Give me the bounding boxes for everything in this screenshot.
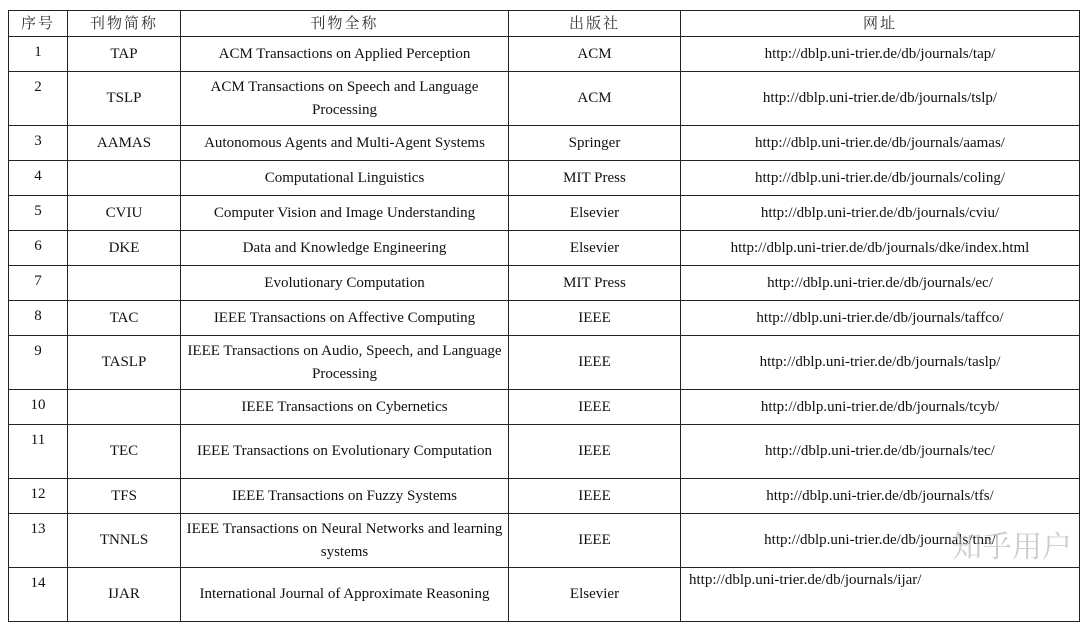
- journal-abbr: TSLP: [68, 72, 181, 126]
- watermark: 知乎用户: [952, 530, 1072, 565]
- row-index: 1: [9, 37, 68, 72]
- row-index: 7: [9, 266, 68, 301]
- table-row: [9, 161, 1080, 196]
- journal-name: Computer Vision and Image Understanding: [181, 196, 509, 231]
- journal-abbr: [68, 161, 181, 196]
- publisher: Elsevier: [509, 231, 681, 266]
- journal-name: ACM Transactions on Applied Perception: [181, 37, 509, 72]
- publisher: Elsevier: [509, 568, 681, 622]
- journal-name: International Journal of Approximate Reasoning: [181, 568, 509, 622]
- journal-abbr: TASLP: [68, 336, 181, 390]
- table-body: [9, 37, 1080, 622]
- journal-url[interactable]: http://dblp.uni-trier.de/db/journals/dke/index.html: [681, 231, 1080, 266]
- journal-url[interactable]: http://dblp.uni-trier.de/db/journals/aamas/: [681, 126, 1080, 161]
- publisher: ACM: [509, 37, 681, 72]
- publisher: IEEE: [509, 479, 681, 514]
- table-row: [9, 336, 1080, 390]
- publisher: IEEE: [509, 425, 681, 479]
- journal-url[interactable]: http://dblp.uni-trier.de/db/journals/taslp/: [681, 336, 1080, 390]
- journal-url[interactable]: http://dblp.uni-trier.de/db/journals/ijar/: [681, 568, 1080, 622]
- journal-name: IEEE Transactions on Affective Computing: [181, 301, 509, 336]
- journal-table: [8, 10, 1080, 622]
- row-index: 13: [9, 514, 68, 568]
- journal-abbr: TFS: [68, 479, 181, 514]
- table-row: [9, 37, 1080, 72]
- journal-url[interactable]: http://dblp.uni-trier.de/db/journals/tec/: [681, 425, 1080, 479]
- journal-abbr: TNNLS: [68, 514, 181, 568]
- row-index: 10: [9, 390, 68, 425]
- journal-name: Evolutionary Computation: [181, 266, 509, 301]
- row-index: 14: [9, 568, 68, 622]
- table-row: [9, 196, 1080, 231]
- table-row: [9, 390, 1080, 425]
- table-row: [9, 425, 1080, 479]
- table-row: [9, 568, 1080, 622]
- row-index: 12: [9, 479, 68, 514]
- table-row: [9, 126, 1080, 161]
- table-row: [9, 514, 1080, 568]
- journal-url[interactable]: http://dblp.uni-trier.de/db/journals/coling/: [681, 161, 1080, 196]
- journal-name: Computational Linguistics: [181, 161, 509, 196]
- row-index: 11: [9, 425, 68, 479]
- row-index: 8: [9, 301, 68, 336]
- journal-url[interactable]: http://dblp.uni-trier.de/db/journals/tnn/: [681, 514, 1080, 568]
- publisher: ACM: [509, 72, 681, 126]
- journal-name: Autonomous Agents and Multi-Agent Systems: [181, 126, 509, 161]
- journal-abbr: TAP: [68, 37, 181, 72]
- journal-name: Data and Knowledge Engineering: [181, 231, 509, 266]
- header-publisher: 出版社: [509, 11, 681, 37]
- row-index: 6: [9, 231, 68, 266]
- journal-abbr: AAMAS: [68, 126, 181, 161]
- journal-abbr: [68, 266, 181, 301]
- table-row: [9, 72, 1080, 126]
- header-url: 网址: [681, 11, 1080, 37]
- row-index: 4: [9, 161, 68, 196]
- publisher: Elsevier: [509, 196, 681, 231]
- journal-url[interactable]: http://dblp.uni-trier.de/db/journals/ec/: [681, 266, 1080, 301]
- journal-name: IEEE Transactions on Audio, Speech, and Language Processing: [181, 336, 509, 390]
- row-index: 5: [9, 196, 68, 231]
- journal-url[interactable]: http://dblp.uni-trier.de/db/journals/tap/: [681, 37, 1080, 72]
- journal-name: ACM Transactions on Speech and Language Processing: [181, 72, 509, 126]
- publisher: IEEE: [509, 514, 681, 568]
- header-abbr: 刊物简称: [68, 11, 181, 37]
- journal-abbr: TAC: [68, 301, 181, 336]
- journal-name: IEEE Transactions on Evolutionary Computation: [181, 425, 509, 479]
- header-index: 序号: [9, 11, 68, 37]
- journal-url[interactable]: http://dblp.uni-trier.de/db/journals/taffco/: [681, 301, 1080, 336]
- publisher: Springer: [509, 126, 681, 161]
- table-row: [9, 231, 1080, 266]
- header-fullname: 刊物全称: [181, 11, 509, 37]
- table-row: [9, 301, 1080, 336]
- journal-abbr: CVIU: [68, 196, 181, 231]
- journal-name: IEEE Transactions on Cybernetics: [181, 390, 509, 425]
- table-row: [9, 479, 1080, 514]
- publisher: MIT Press: [509, 161, 681, 196]
- journal-abbr: IJAR: [68, 568, 181, 622]
- table-header-row: [9, 11, 1080, 37]
- journal-url[interactable]: http://dblp.uni-trier.de/db/journals/tcyb/: [681, 390, 1080, 425]
- journal-abbr: [68, 390, 181, 425]
- journal-url[interactable]: http://dblp.uni-trier.de/db/journals/cviu/: [681, 196, 1080, 231]
- row-index: 2: [9, 72, 68, 126]
- journal-abbr: DKE: [68, 231, 181, 266]
- table-row: [9, 266, 1080, 301]
- row-index: 3: [9, 126, 68, 161]
- journal-name: IEEE Transactions on Neural Networks and learning systems: [181, 514, 509, 568]
- journal-name: IEEE Transactions on Fuzzy Systems: [181, 479, 509, 514]
- journal-url[interactable]: http://dblp.uni-trier.de/db/journals/tslp/: [681, 72, 1080, 126]
- publisher: IEEE: [509, 390, 681, 425]
- journal-abbr: TEC: [68, 425, 181, 479]
- publisher: IEEE: [509, 301, 681, 336]
- journal-url[interactable]: http://dblp.uni-trier.de/db/journals/tfs/: [681, 479, 1080, 514]
- row-index: 9: [9, 336, 68, 390]
- publisher: MIT Press: [509, 266, 681, 301]
- publisher: IEEE: [509, 336, 681, 390]
